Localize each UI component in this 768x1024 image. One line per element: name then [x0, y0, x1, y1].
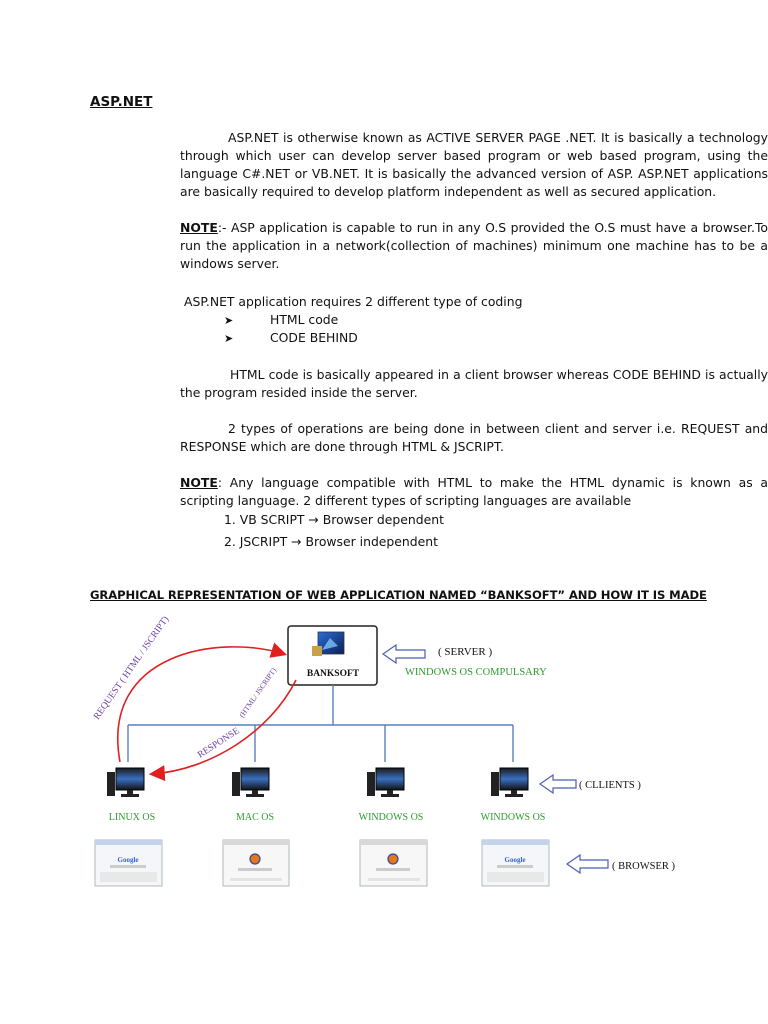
client-label: WINDOWS OS: [358, 812, 424, 823]
google-logo: Google: [117, 856, 139, 864]
client-label: WINDOWS OS: [480, 812, 546, 823]
operations-paragraph: 2 types of operations are being done in between client and server i.e. REQUEST and RESPONSE which are done through HTML & JSCRIPT.: [180, 421, 768, 454]
note-1-paragraph: [180, 219, 768, 273]
bullet-arrow-icon: ➤: [224, 332, 234, 345]
browser-screenshot-google-2: [482, 840, 549, 886]
client-label: LINUX OS: [108, 812, 156, 823]
firefox-icon: [388, 854, 398, 864]
computer-icon: [491, 768, 528, 797]
page-title: ASP.NET: [90, 94, 153, 110]
bullet-code-behind: [224, 329, 358, 348]
coding-intro: ASP.NET application requires 2 different type of coding: [184, 294, 523, 309]
computer-icon: [107, 768, 144, 797]
google-logo: Google: [504, 856, 526, 864]
note-1-label: NOTE: [180, 220, 218, 235]
client-mac: [232, 768, 274, 823]
clients-pointer-arrow-icon: [540, 775, 576, 793]
firefox-icon: [250, 854, 260, 864]
note-1-text: :- ASP application is capable to run in any O.S provided the O.S must have a browser.To run the application in a network(collection of machines) minimum one machine has to be a windows server.: [180, 220, 768, 271]
list-item-vbscript: 1. VB SCRIPT → Browser dependent: [224, 512, 444, 527]
network-lines: [128, 685, 513, 762]
banksoft-diagram: [0, 612, 768, 922]
clients-note: ( CLLIENTS ): [579, 780, 641, 791]
bullet-text: CODE BEHIND: [270, 330, 358, 345]
server-node: [288, 626, 377, 685]
browser-pointer-arrow-icon: [567, 855, 608, 873]
client-label: MAC OS: [235, 812, 275, 823]
section-heading: GRAPHICAL REPRESENTATION OF WEB APPLICATION NAMED “BANKSOFT” AND HOW IT IS MADE: [90, 588, 707, 602]
client-windows-2: [481, 768, 546, 823]
server-label: BANKSOFT: [306, 669, 360, 679]
list-item-jscript: 2. JSCRIPT → Browser independent: [224, 534, 438, 549]
request-label: REQUEST ( HTML / JSCRIPT): [92, 614, 172, 722]
browser-screenshot-google-1: [95, 840, 162, 886]
note-2-text: : Any language compatible with HTML to make the HTML dynamic is known as a scripting language. 2 different types of scripting languages are available: [180, 475, 768, 508]
note-2-paragraph: [180, 474, 768, 510]
html-code-paragraph: HTML code is basically appeared in a client browser whereas CODE BEHIND is actually the program resided inside the server.: [180, 367, 768, 400]
browser-screenshot-firefox-2: [360, 840, 427, 886]
computer-icon: [232, 768, 269, 797]
response-label: RESPONSE: [196, 726, 242, 761]
computer-icon: [367, 768, 404, 797]
intro-paragraph: ASP.NET is otherwise known as ACTIVE SERVER PAGE .NET. It is basically a technology through which user can develop server based program or web based program, using the language C#.NET or VB.NET. It is basically the advanced version of ASP. ASP.NET applications are basically required to develop platform independent as well as secured application.: [180, 130, 768, 199]
client-linux: [107, 768, 155, 823]
browser-note: ( BROWSER ): [612, 861, 675, 872]
server-requirement: WINDOWS OS COMPULSARY: [405, 667, 547, 678]
bullet-arrow-icon: ➤: [224, 314, 234, 327]
browser-screenshot-firefox-1: [223, 840, 289, 886]
bullet-html-code: [224, 311, 338, 330]
server-note: ( SERVER ): [438, 646, 493, 658]
client-windows-1: [359, 768, 424, 823]
response-arrow: [152, 680, 296, 774]
request-arrow: [118, 647, 284, 762]
response-sub-label: (HTML/ JSCRIPT): [237, 666, 279, 720]
note-2-label: NOTE: [180, 475, 218, 490]
server-pointer-arrow-icon: [383, 645, 425, 663]
bullet-text: HTML code: [270, 312, 339, 327]
